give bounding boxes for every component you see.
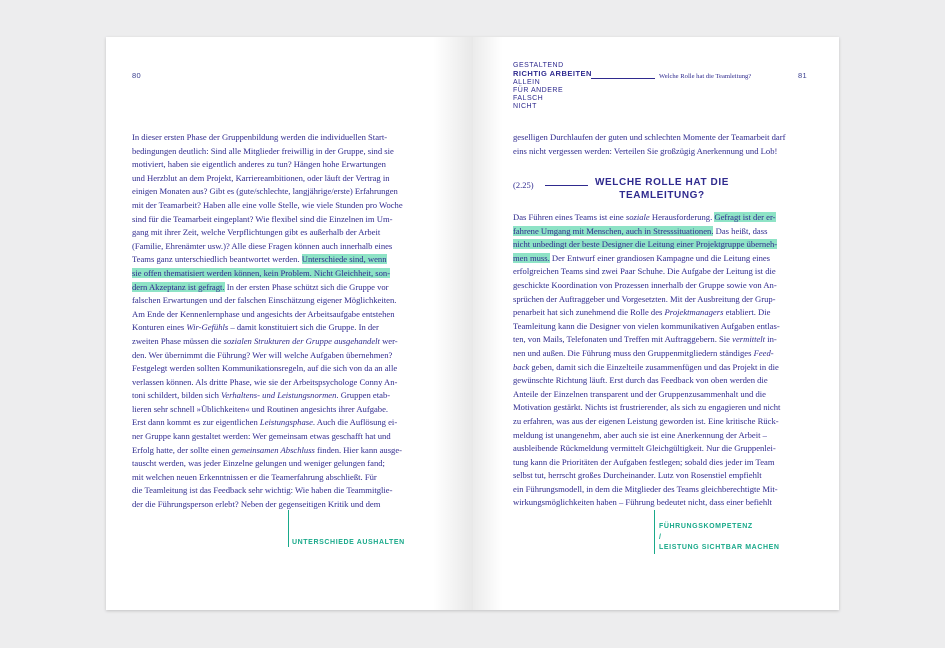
text-segment: geselligen Durchlaufen der guten und schlechten Momente der Teamarbeit darf xyxy=(513,132,786,142)
text-line xyxy=(513,456,813,470)
marginal-label-right xyxy=(659,522,780,554)
text-segment: wirkungsmöglichkeiten haben – Führung bedeutet nicht, dass einer befiehlt xyxy=(513,497,772,508)
text-line xyxy=(132,457,438,471)
text-line xyxy=(132,199,438,213)
text-segment: Konturen eines xyxy=(132,322,187,333)
text-line xyxy=(132,321,438,335)
text-segment: . Gruppen etab- xyxy=(336,390,391,401)
text-segment: In der ersten Phase schützt sich die Gruppe vor xyxy=(224,281,389,292)
text-segment: mit der Teamarbeit? Haben alle eine volle Stelle, wie viele Stunden pro Woche xyxy=(132,199,403,210)
text-line xyxy=(513,145,813,159)
text-segment: Festgelegt werden sollten Kommunikationsregeln, auf die sich von da an alle xyxy=(132,363,398,374)
text-line xyxy=(513,374,813,388)
right-intro-text xyxy=(513,131,813,158)
highlighted-text: dern Akzeptanz ist gefragt. xyxy=(132,281,225,292)
text-segment: bedingungen deutlich: Sind alle Mitglieder freiwillig in der Gruppe, sind sie xyxy=(132,145,394,156)
text-segment: nen und außen. Die Führung muss den Gruppenmitgliedern ständiges xyxy=(513,347,754,358)
text-segment: penarbeit hat sich zunehmend die Rolle des xyxy=(513,307,665,318)
text-segment: die Teamleitung ist das Feedback sehr wichtig: Wie haben die Teammitglie- xyxy=(132,485,393,496)
text-line xyxy=(132,335,438,349)
text-segment: der die Führungsperson erlebt? Neben der gegenseitigen Kritik und dem xyxy=(132,499,381,510)
text-segment: – damit konstituiert sich die Gruppe. In der xyxy=(228,322,379,333)
text-line xyxy=(513,429,813,443)
text-segment: einigen Monaten aus? Gibt es (gute/schlechte, langjährige/erste) Erfahrungen xyxy=(132,186,398,197)
text-segment: falschen Erwartungen und der falschen Einschätzung eigener Möglichkeiten. xyxy=(132,295,397,306)
text-line xyxy=(132,376,438,390)
marginal-label-line: / xyxy=(659,533,662,541)
italic-text: soziale xyxy=(625,212,650,222)
right-page xyxy=(473,37,839,610)
italic-text: vermittelt xyxy=(732,334,766,345)
text-line xyxy=(513,131,813,145)
text-segment: ner Gruppe kann gestaltet werden: Wer gemeinsam etwas geschafft hat und xyxy=(132,431,391,442)
italic-text: Verhaltens- und Leistungsnormen xyxy=(221,390,337,401)
running-head-rule xyxy=(591,78,655,79)
text-line xyxy=(513,347,813,361)
running-head-line: GESTALTEND xyxy=(513,62,564,69)
marginal-rule-right xyxy=(654,510,655,554)
marginal-label-line: LEISTUNG SICHTBAR MACHEN xyxy=(659,544,780,551)
highlighted-text: fahrene Umgang mit Menschen, auch in Stresssituationen. xyxy=(513,225,714,236)
left-page-gutter-shadow xyxy=(433,37,473,610)
text-line xyxy=(513,361,813,375)
running-head-line: RICHTIG ARBEITEN xyxy=(513,69,592,79)
italic-text: sozialen Strukturen der Gruppe ausgehandelt xyxy=(223,335,380,346)
running-head-chapter-title: Welche Rolle hat die Teamleitung? xyxy=(659,73,752,80)
highlighted-text: nicht unbedingt der beste Designer die Leitung einer Projektgruppe überneh- xyxy=(513,239,778,250)
text-line xyxy=(132,267,438,281)
text-line xyxy=(132,226,438,240)
text-segment: ausbleibende Rückmeldung vermittelt Gleichgültigkeit. Nur die Gruppenlei- xyxy=(513,443,776,454)
text-segment: gewünschte Richtung läuft. Erst durch das Feedback von oben werden die xyxy=(513,375,768,386)
text-segment: finden. Hier kann ausge- xyxy=(314,444,403,455)
text-line xyxy=(513,252,813,266)
text-segment: geschickte Koordination von Prozessen innerhalb der Gruppe sowie von An- xyxy=(513,279,777,290)
text-segment: in- xyxy=(765,334,777,345)
text-segment: zweiten Phase müssen die xyxy=(132,335,224,346)
text-line xyxy=(132,131,438,145)
text-line xyxy=(132,172,438,186)
text-line xyxy=(132,294,438,308)
text-line xyxy=(132,185,438,199)
text-segment: wer- xyxy=(379,335,398,346)
text-segment: tonі schildert, bilden sich xyxy=(132,390,222,401)
text-line xyxy=(132,498,438,512)
text-segment: verlassen können. Als dritte Phase, wie sie der Arbeitspsychologe Conny An- xyxy=(132,376,398,387)
left-body-text xyxy=(132,131,438,512)
text-line xyxy=(132,416,438,430)
text-line xyxy=(132,213,438,227)
right-page-gutter-shadow xyxy=(473,37,503,610)
text-line xyxy=(513,442,813,456)
text-segment: sprüchen der Auftraggeber und Vorgesetzten. Mit der Ausbreitung der Grup- xyxy=(513,293,776,304)
text-line xyxy=(513,469,813,483)
right-body-text xyxy=(513,211,813,510)
text-line xyxy=(513,483,813,497)
text-line xyxy=(132,349,438,363)
text-segment: Das Führen eines Teams ist eine xyxy=(513,212,626,222)
text-line xyxy=(513,279,813,293)
text-line xyxy=(513,496,813,510)
italic-text: Wir-Gefühls xyxy=(186,322,229,333)
text-segment: ten, von Mails, Telefonaten und Treffen mit Auftraggebern. Sie xyxy=(513,334,733,345)
running-head-line: FALSCH xyxy=(513,95,544,103)
running-head-line: ALLEIN xyxy=(513,78,541,86)
text-line xyxy=(132,444,438,458)
text-line xyxy=(513,225,813,239)
text-line xyxy=(132,471,438,485)
text-segment: Teams ganz unterschiedlich beantwortet werden. xyxy=(132,254,302,265)
section-number: (2.25) xyxy=(513,180,534,190)
text-segment: geben, damit sich die Einzelteile zusammenfügen und das Projekt in die xyxy=(529,361,779,372)
text-segment: Am Ende der Kennenlernphase und angesichts der Arbeitsaufgabe entstehen xyxy=(132,308,395,319)
section-heading-rule xyxy=(545,185,588,186)
running-head xyxy=(513,62,592,112)
highlighted-text: Unterschiede sind, wenn xyxy=(301,254,387,265)
text-segment: sind für die Teamarbeit eingeplant? Wie flexibel sind die Einzelnen im Um- xyxy=(132,213,393,224)
left-page xyxy=(106,37,473,610)
text-segment: . Auch die Auflösung ei- xyxy=(312,417,398,428)
text-segment: (Familie, Ehrenämter usw.)? Alle diese Fragen können auch innerhalb eines xyxy=(132,240,393,251)
text-segment: eins nicht vergessen werden: Verteilen Sie großzügig Anerkennung und Lob! xyxy=(513,145,778,156)
text-line xyxy=(132,308,438,322)
text-segment: Der Entwurf einer grandiosen Kampagne und die Leitung eines xyxy=(549,252,771,263)
text-line xyxy=(513,320,813,334)
marginal-rule-left xyxy=(288,510,289,547)
text-segment: tung kann die Prioritäten der Aufgaben festlegen; sobald dies jeder im Team xyxy=(513,456,775,467)
text-segment: gang mit ihrer Zeit, welche Verpflichtungen gibt es außerhalb der Arbeit xyxy=(132,227,381,238)
text-line xyxy=(513,401,813,415)
text-segment: Teamleitung kann die Designer von vielen kommunikativen Aufgaben entlas- xyxy=(513,320,780,331)
running-head-line: NICHT xyxy=(513,103,537,111)
text-line xyxy=(513,238,813,252)
text-segment: tauscht werden, was jeder Einzelne gelungen und weniger gelungen fand; xyxy=(132,458,385,469)
text-line xyxy=(132,362,438,376)
text-segment: In dieser ersten Phase der Gruppenbildung werden die individuellen Start- xyxy=(132,132,388,142)
text-segment: selbst tut, herrscht großes Durcheinander. Lutz von Rosenstiel empfiehlt xyxy=(513,470,762,481)
text-segment: Herausforderung. xyxy=(649,212,715,222)
italic-text: Projektmanagers xyxy=(664,307,724,318)
text-line xyxy=(132,145,438,159)
text-segment: lieren sehr schnell »Üblichkeiten« und Routinen angesichts ihrer Aufgabe. xyxy=(132,403,389,414)
text-line xyxy=(132,158,438,172)
text-segment: Anteile der Einzelnen transparent und der Gruppenzusammenhalt und die xyxy=(513,388,766,399)
italic-text: Feed- xyxy=(753,347,774,358)
text-segment: mit welchen neuen Erkenntnissen er die Teamerfahrung abschließt. Für xyxy=(132,471,377,482)
text-line xyxy=(132,484,438,498)
text-segment: meldung ist unangenehm, aber auch sie ist eine Anerkennung der Arbeit – xyxy=(513,429,767,440)
text-segment: den. Wer übernimmt die Führung? Wer will welche Aufgaben übernehmen? xyxy=(132,349,393,360)
text-line xyxy=(132,240,438,254)
text-line xyxy=(132,253,438,267)
text-segment: erfolgreichen Teams sind zwei Paar Schuhe. Die Aufgabe der Leitung ist die xyxy=(513,266,776,277)
text-segment: etabliert. Die xyxy=(723,307,771,318)
text-line xyxy=(513,211,813,225)
text-segment: Motivation gestärkt. Nichts ist frustrierender, als sich zu engagieren und nicht xyxy=(513,402,781,413)
marginal-label-line: FÜHRUNGSKOMPETENZ xyxy=(659,523,753,530)
text-segment: zu erfahren, was aus der eigenen Leistung geworden ist. Eine kritische Rück- xyxy=(513,415,779,426)
marginal-label-left: UNTERSCHIEDE AUSHALTEN xyxy=(292,539,405,546)
text-line xyxy=(132,403,438,417)
page-number-left: 80 xyxy=(132,71,141,80)
text-line xyxy=(513,306,813,320)
text-segment: Das heißt, dass xyxy=(713,225,768,236)
text-segment: motiviert, haben sie eigentlich anderes zu tun? Hängen hohe Erwartungen xyxy=(132,159,386,170)
italic-text: back xyxy=(513,361,530,372)
text-line xyxy=(132,389,438,403)
text-line xyxy=(513,388,813,402)
text-line xyxy=(513,265,813,279)
highlighted-text: Gefragt ist der er- xyxy=(714,212,776,222)
text-line xyxy=(513,333,813,347)
text-line xyxy=(513,293,813,307)
text-segment: ein Führungsmodell, in dem die Mitglieder des Teams gleichberechtigte Mit- xyxy=(513,483,778,494)
page-number-right: 81 xyxy=(798,71,807,80)
book-spread xyxy=(106,37,839,610)
text-line xyxy=(132,281,438,295)
running-head-line: FÜR ANDERE xyxy=(513,86,564,94)
text-segment: Erfolg hatte, der sollte einen xyxy=(132,444,232,455)
text-segment: Erst dann kommt es zur eigentlichen xyxy=(132,417,260,428)
section-heading: WELCHE ROLLE HAT DIE TEAMLEITUNG? xyxy=(594,177,730,201)
text-line xyxy=(132,430,438,444)
text-segment: und Herzblut an dem Projekt, Karriereambitionen, oder läuft der Vertrag in xyxy=(132,172,390,183)
text-line xyxy=(513,415,813,429)
italic-text: Leistungsphase xyxy=(259,417,313,428)
highlighted-text: sie offen thematisiert werden können, kein Problem. Nicht Gleichheit, son- xyxy=(132,267,391,278)
italic-text: gemeinsamen Abschluss xyxy=(231,444,315,455)
highlighted-text: men muss. xyxy=(513,252,550,263)
